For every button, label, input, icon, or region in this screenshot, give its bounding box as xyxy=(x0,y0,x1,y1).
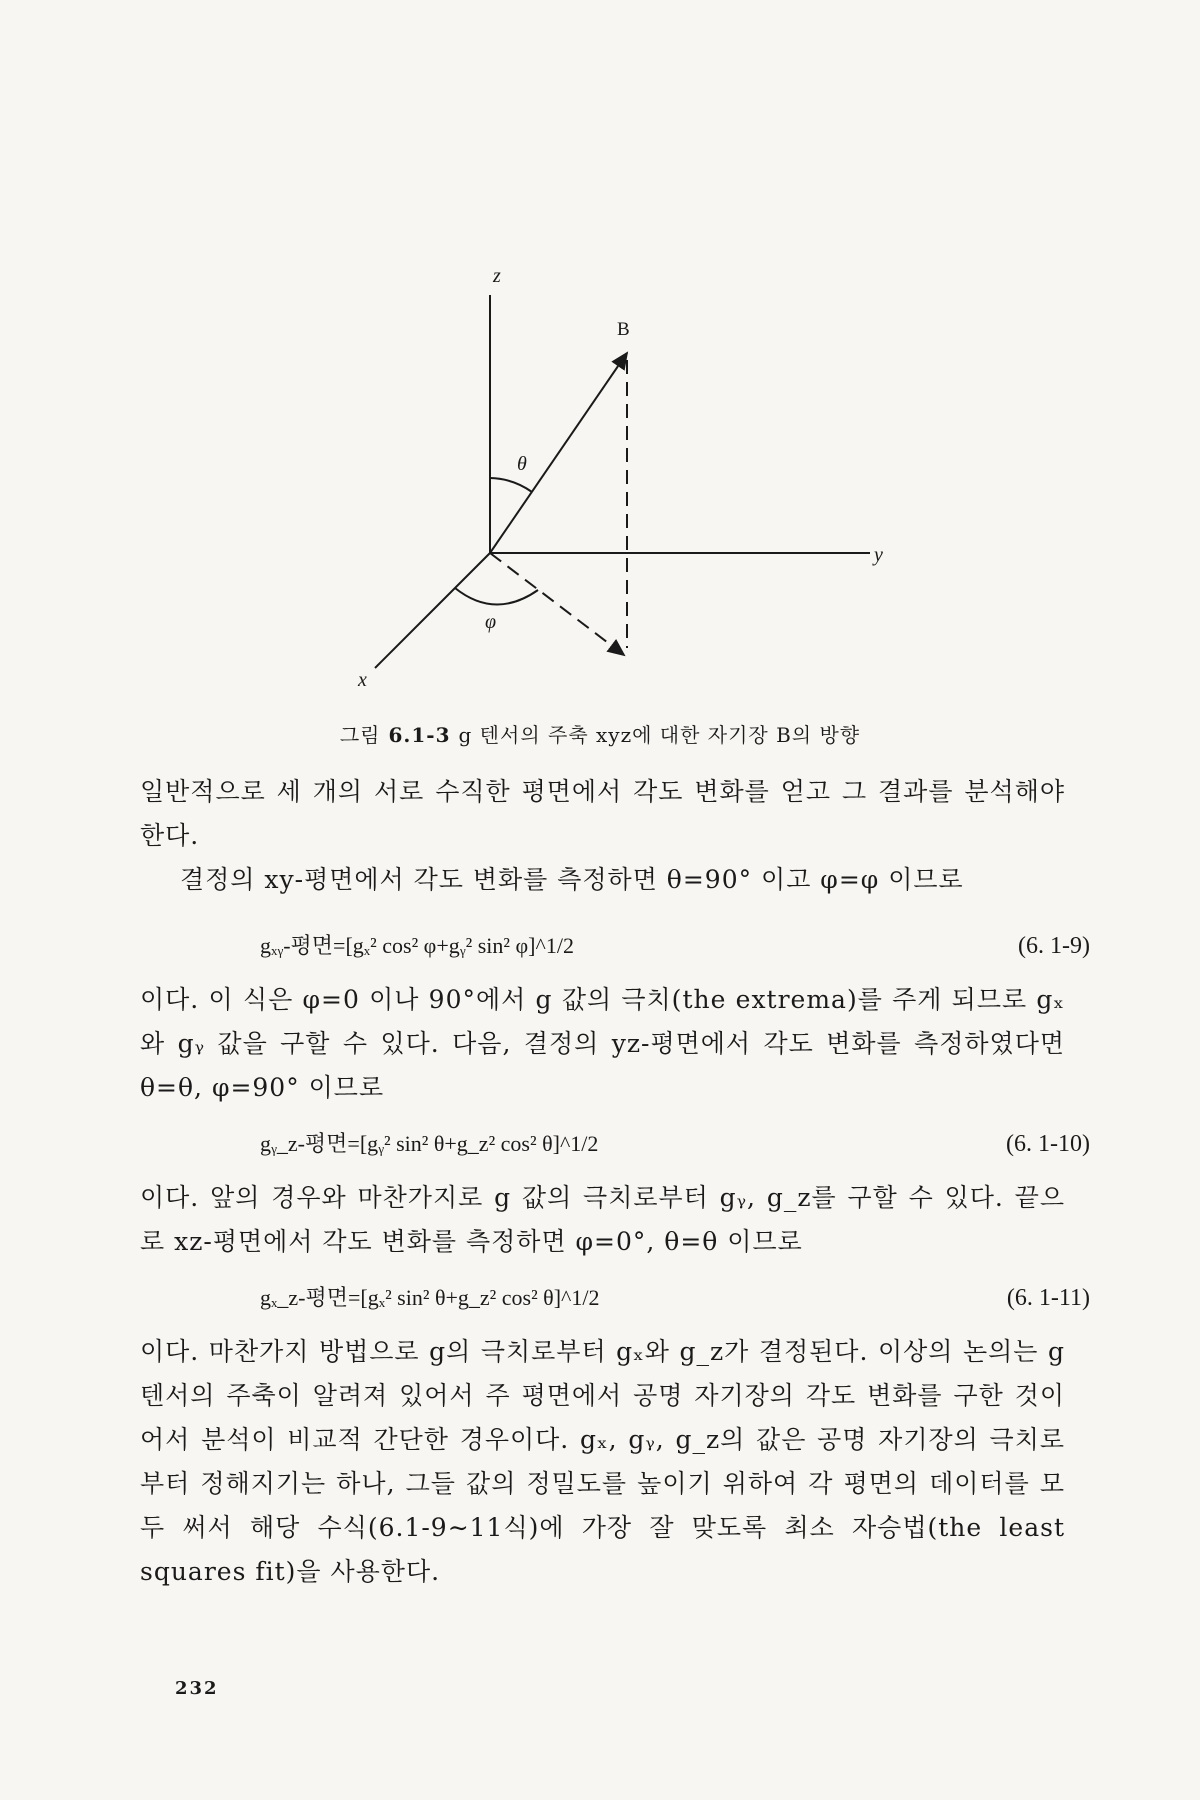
equation-number: (6. 1-9) xyxy=(1018,933,1090,959)
paragraph-4: 이다. 앞의 경우와 마찬가지로 g 값의 극치로부터 gᵧ, g_z를 구할 수 있다. 끝으로 xz-평면에서 각도 변화를 측정하면 φ=0°, θ=θ 이므로 xyxy=(140,1183,1065,1256)
figure-caption xyxy=(0,719,1200,748)
equation-6-1-10 xyxy=(260,1126,1090,1162)
coordinate-axes-figure xyxy=(330,260,930,710)
x-axis-label: x xyxy=(358,669,367,691)
phi-label: φ xyxy=(485,611,497,633)
phi-arc xyxy=(455,588,538,605)
paragraph-intro xyxy=(140,770,1065,902)
equation-formula: gᵧ_z-평면=[gᵧ² sin² θ+g_z² cos² θ]^1/2 xyxy=(260,1131,599,1156)
caption-text: g 텐서의 주축 xyz에 대한 자기장 B의 방향 xyxy=(458,723,861,747)
page-number: 232 xyxy=(175,1678,219,1699)
theta-label: θ xyxy=(517,453,527,475)
paragraph-block-4 xyxy=(140,1330,1065,1594)
equation-number: (6. 1-11) xyxy=(1006,1285,1090,1311)
paragraph-5: 이다. 마찬가지 방법으로 g의 극치로부터 gₓ와 g_z가 결정된다. 이상의 논의는 g 텐서의 주축이 알려져 있어서 주 평면에서 공명 자기장의 각도 변화를 구한 것이어서 분석이 비교적 간단한 경우이다. gₓ, gᵧ, g_z의 값은 공명 자기장의 극치로부터 정해지기는 하나, 그들 값의 정밀도를 높이기 위하여 각 평면의 데이터를 모두 써서 해당 수식(6.1-9∼11식)에 가장 잘 맞도록 최소 자승법(the least squares fit)을 사용한다. xyxy=(140,1337,1065,1586)
equation-formula: gₓ_z-평면=[gₓ² sin² θ+g_z² cos² θ]^1/2 xyxy=(260,1285,600,1310)
vector-b-label: B xyxy=(617,319,630,340)
equation-6-1-11 xyxy=(260,1280,1090,1316)
y-axis-label: y xyxy=(874,544,883,566)
equation-formula: gₓᵧ-평면=[gₓ² cos² φ+gᵧ² sin² φ]^1/2 xyxy=(260,933,574,958)
caption-number: 6.1-3 xyxy=(388,723,451,747)
paragraph-3: 이다. 이 식은 φ=0 이나 90°에서 g 값의 극치(the extrema)를 주게 되므로 gₓ와 gᵧ 값을 구할 수 있다. 다음, 결정의 yz-평면에서 각도 변화를 측정하였다면 θ=θ, φ=90° 이므로 xyxy=(140,985,1065,1102)
vector-b xyxy=(490,353,627,553)
paragraph-block-2 xyxy=(140,978,1065,1110)
equation-6-1-9 xyxy=(260,928,1090,964)
caption-prefix: 그림 xyxy=(339,723,381,747)
paragraph-2: 결정의 xy-평면에서 각도 변화를 측정하면 θ=90° 이고 φ=φ 이므로 xyxy=(180,865,964,894)
theta-arc xyxy=(490,478,532,492)
equation-number: (6. 1-10) xyxy=(1006,1131,1090,1157)
z-axis-label: z xyxy=(493,265,501,287)
paragraph-1: 일반적으로 세 개의 서로 수직한 평면에서 각도 변화를 얻고 그 결과를 분석해야 한다. xyxy=(140,777,1065,850)
paragraph-block-3 xyxy=(140,1176,1065,1264)
x-axis xyxy=(375,553,490,668)
